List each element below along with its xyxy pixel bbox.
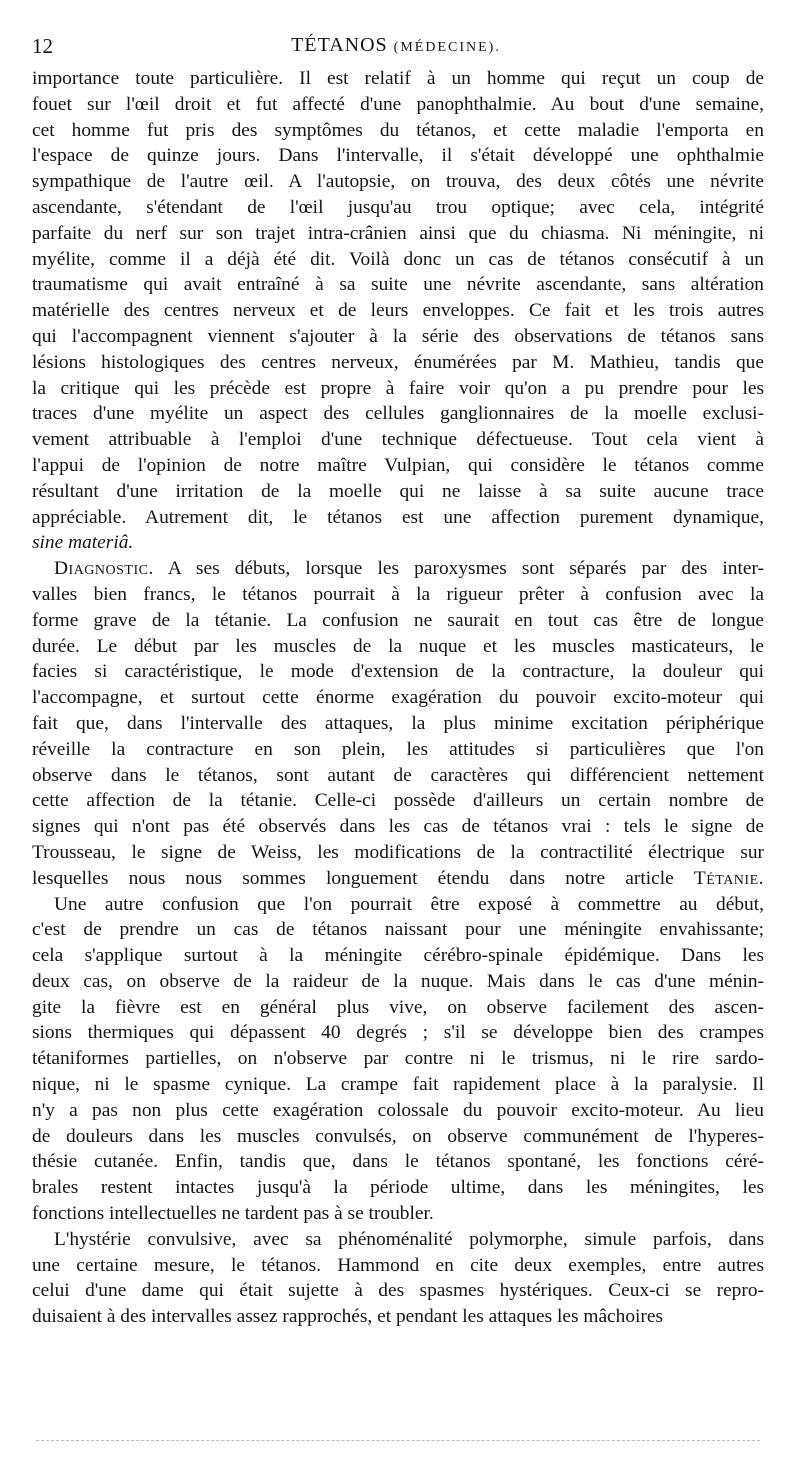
text-line: durée. Le début par les muscles de la nuque et les muscles masticateurs, le [32, 635, 764, 657]
text-line: nique, ni le spasme cynique. La crampe fait rapidement place à la paralysie. Il [32, 1074, 764, 1096]
page-header [32, 34, 760, 64]
text-line: de douleurs dans les muscles convulsés, on observe communément de l'hyperes- [32, 1125, 764, 1147]
text-run: A ses débuts, lorsque les paroxysmes sont séparés par des inter- [167, 558, 765, 580]
text-line: duisaient à des intervalles assez rapprochés, et pendant les attaques les mâchoires [32, 1306, 664, 1328]
text-line: résultant d'une irritation de la moelle qui ne laisse à sa suite aucune trace [32, 480, 764, 502]
text-line: tétaniformes partielles, on n'observe par contre ni le trismus, ni le rire sardo- [32, 1048, 764, 1070]
text-line: observe dans le tétanos, sont autant de caractères qui différencient nettement [32, 764, 764, 786]
text-line: fouet sur l'œil droit et fut affecté d'une panophthalmie. Au bout d'une semaine, [32, 93, 764, 115]
paragraph [32, 1227, 764, 1330]
text-line: cela s'applique surtout à la méningite cérébro-spinale épidémique. Dans les [32, 945, 764, 967]
text-line: sympathique de l'autre œil. A l'autopsie, on trouva, des deux côtés une névrite [32, 171, 764, 193]
text-line: l'accompagne, et surtout cette énorme exagération du pouvoir excito-moteur qui [32, 687, 764, 709]
text-line: myélite, comme il a déjà été dit. Voilà donc un cas de tétanos consécutif à un [32, 248, 764, 270]
text-line: importance toute particulière. Il est relatif à un homme qui reçut un coup de [32, 68, 764, 89]
text-run: lesquelles nous nous sommes longuement étendu dans notre article [32, 867, 674, 889]
text-line: ascendante, s'étendant de l'œil jusqu'au trou optique; avec cela, intégrité [32, 196, 764, 218]
text-line: qui l'accompagnent viennent s'ajouter à la série des observations de tétanos sans [32, 325, 764, 347]
running-title-section: (MÉDECINE). [393, 40, 501, 55]
article-reference: Tétanie. [693, 867, 764, 889]
text-line: Trousseau, le signe de Weiss, les modifications de la contractilité électrique sur [32, 841, 764, 863]
running-title [32, 34, 760, 57]
text-line: appréciable. Autrement dit, le tétanos est une affection purement dynamique, [32, 506, 764, 528]
running-title-main: TÉTANOS [291, 34, 388, 56]
text-line: celui d'une dame qui était sujette à des spasmes hystériques. Ceux-ci se repro- [32, 1280, 764, 1302]
text-line: c'est de prendre un cas de tétanos naissant pour une méningite envahissante; [32, 919, 764, 941]
text-line: l'espace de quinze jours. Dans l'intervalle, il s'était développé une ophthalmie [32, 145, 764, 167]
text-line: matérielle des centres nerveux et de leurs enveloppes. Ce fait et les trois autres [32, 300, 764, 322]
text-line: cet homme fut pris des symptômes du tétanos, et cette maladie l'emporta en [32, 119, 764, 141]
page-number: 12 [32, 34, 53, 58]
text-line: n'y a pas non plus cette exagération colossale du pouvoir excito-moteur. Au lieu [32, 1099, 764, 1121]
text-line: facies si caractéristique, le mode d'extension de la contracture, la douleur qui [32, 661, 764, 683]
text-line: sine materiâ. [32, 532, 134, 554]
text-line: fait que, dans l'intervalle des attaques, la plus minime excitation périphérique [32, 712, 764, 734]
paragraph [32, 66, 764, 556]
footer-rule [36, 1440, 760, 1441]
text-line: traumatisme qui avait entraîné à sa suite une névrite ascendante, sans altération [32, 274, 764, 296]
text-line: L'hystérie convulsive, avec sa phénoménalité polymorphe, simule parfois, dans [54, 1228, 764, 1250]
text-line: l'appui de l'opinion de notre maître Vulpian, qui considère le tétanos comme [32, 454, 764, 476]
text-line: réveille la contracture en son plein, les attitudes si particulières que l'on [32, 738, 764, 760]
text-line: Une autre confusion que l'on pourrait être exposé à commettre au début, [54, 893, 764, 915]
text-line: cette affection de la tétanie. Celle-ci possède d'ailleurs un certain nombre de [32, 790, 764, 812]
text-line: valles bien francs, le tétanos pourrait à la rigueur prêter à confusion avec la [32, 583, 764, 605]
body-text [32, 66, 764, 1330]
text-line: une certaine mesure, le tétanos. Hammond en cite deux exemples, entre autres [32, 1254, 764, 1276]
text-line: brales restent intactes jusqu'à la période ultime, dans les méningites, les [32, 1177, 764, 1199]
text-line [32, 556, 764, 582]
text-line [32, 866, 764, 892]
text-line: fonctions intellectuelles ne tardent pas à se troubler. [32, 1203, 434, 1225]
text-line: vement attribuable à l'emploi d'une technique défectueuse. Tout cela vient à [32, 429, 764, 451]
text-line: forme grave de la tétanie. La confusion ne saurait en tout cas être de longue [32, 609, 764, 631]
text-line: parfaite du nerf sur son trajet intra-crânien ainsi que du chiasma. Ni méningite, ni [32, 222, 764, 244]
text-line: deux cas, on observe de la raideur de la nuque. Mais dans le cas d'une ménin- [32, 970, 764, 992]
paragraph [32, 892, 764, 1227]
text-line: traces d'une myélite un aspect des cellules ganglionnaires de la moelle exclusi- [32, 403, 764, 425]
text-line: signes qui n'ont pas été observés dans les cas de tétanos vrai : tels le signe de [32, 816, 764, 838]
text-line: lésions histologiques des centres nerveux, énumérées par M. Mathieu, tandis que [32, 351, 764, 373]
paragraph [32, 556, 764, 891]
section-heading: Diagnostic. [54, 558, 154, 580]
text-line: gite la fièvre est en général plus vive, on observe facilement des ascen- [32, 996, 764, 1018]
text-line: sions thermiques qui dépassent 40 degrés ; s'il se développe bien des crampes [32, 1022, 764, 1044]
text-line: thésie cutanée. Enfin, tandis que, dans le tétanos spontané, les fonctions céré- [32, 1151, 764, 1173]
text-line: la critique qui les précède est propre à faire voir qu'on a pu prendre pour les [32, 377, 764, 399]
